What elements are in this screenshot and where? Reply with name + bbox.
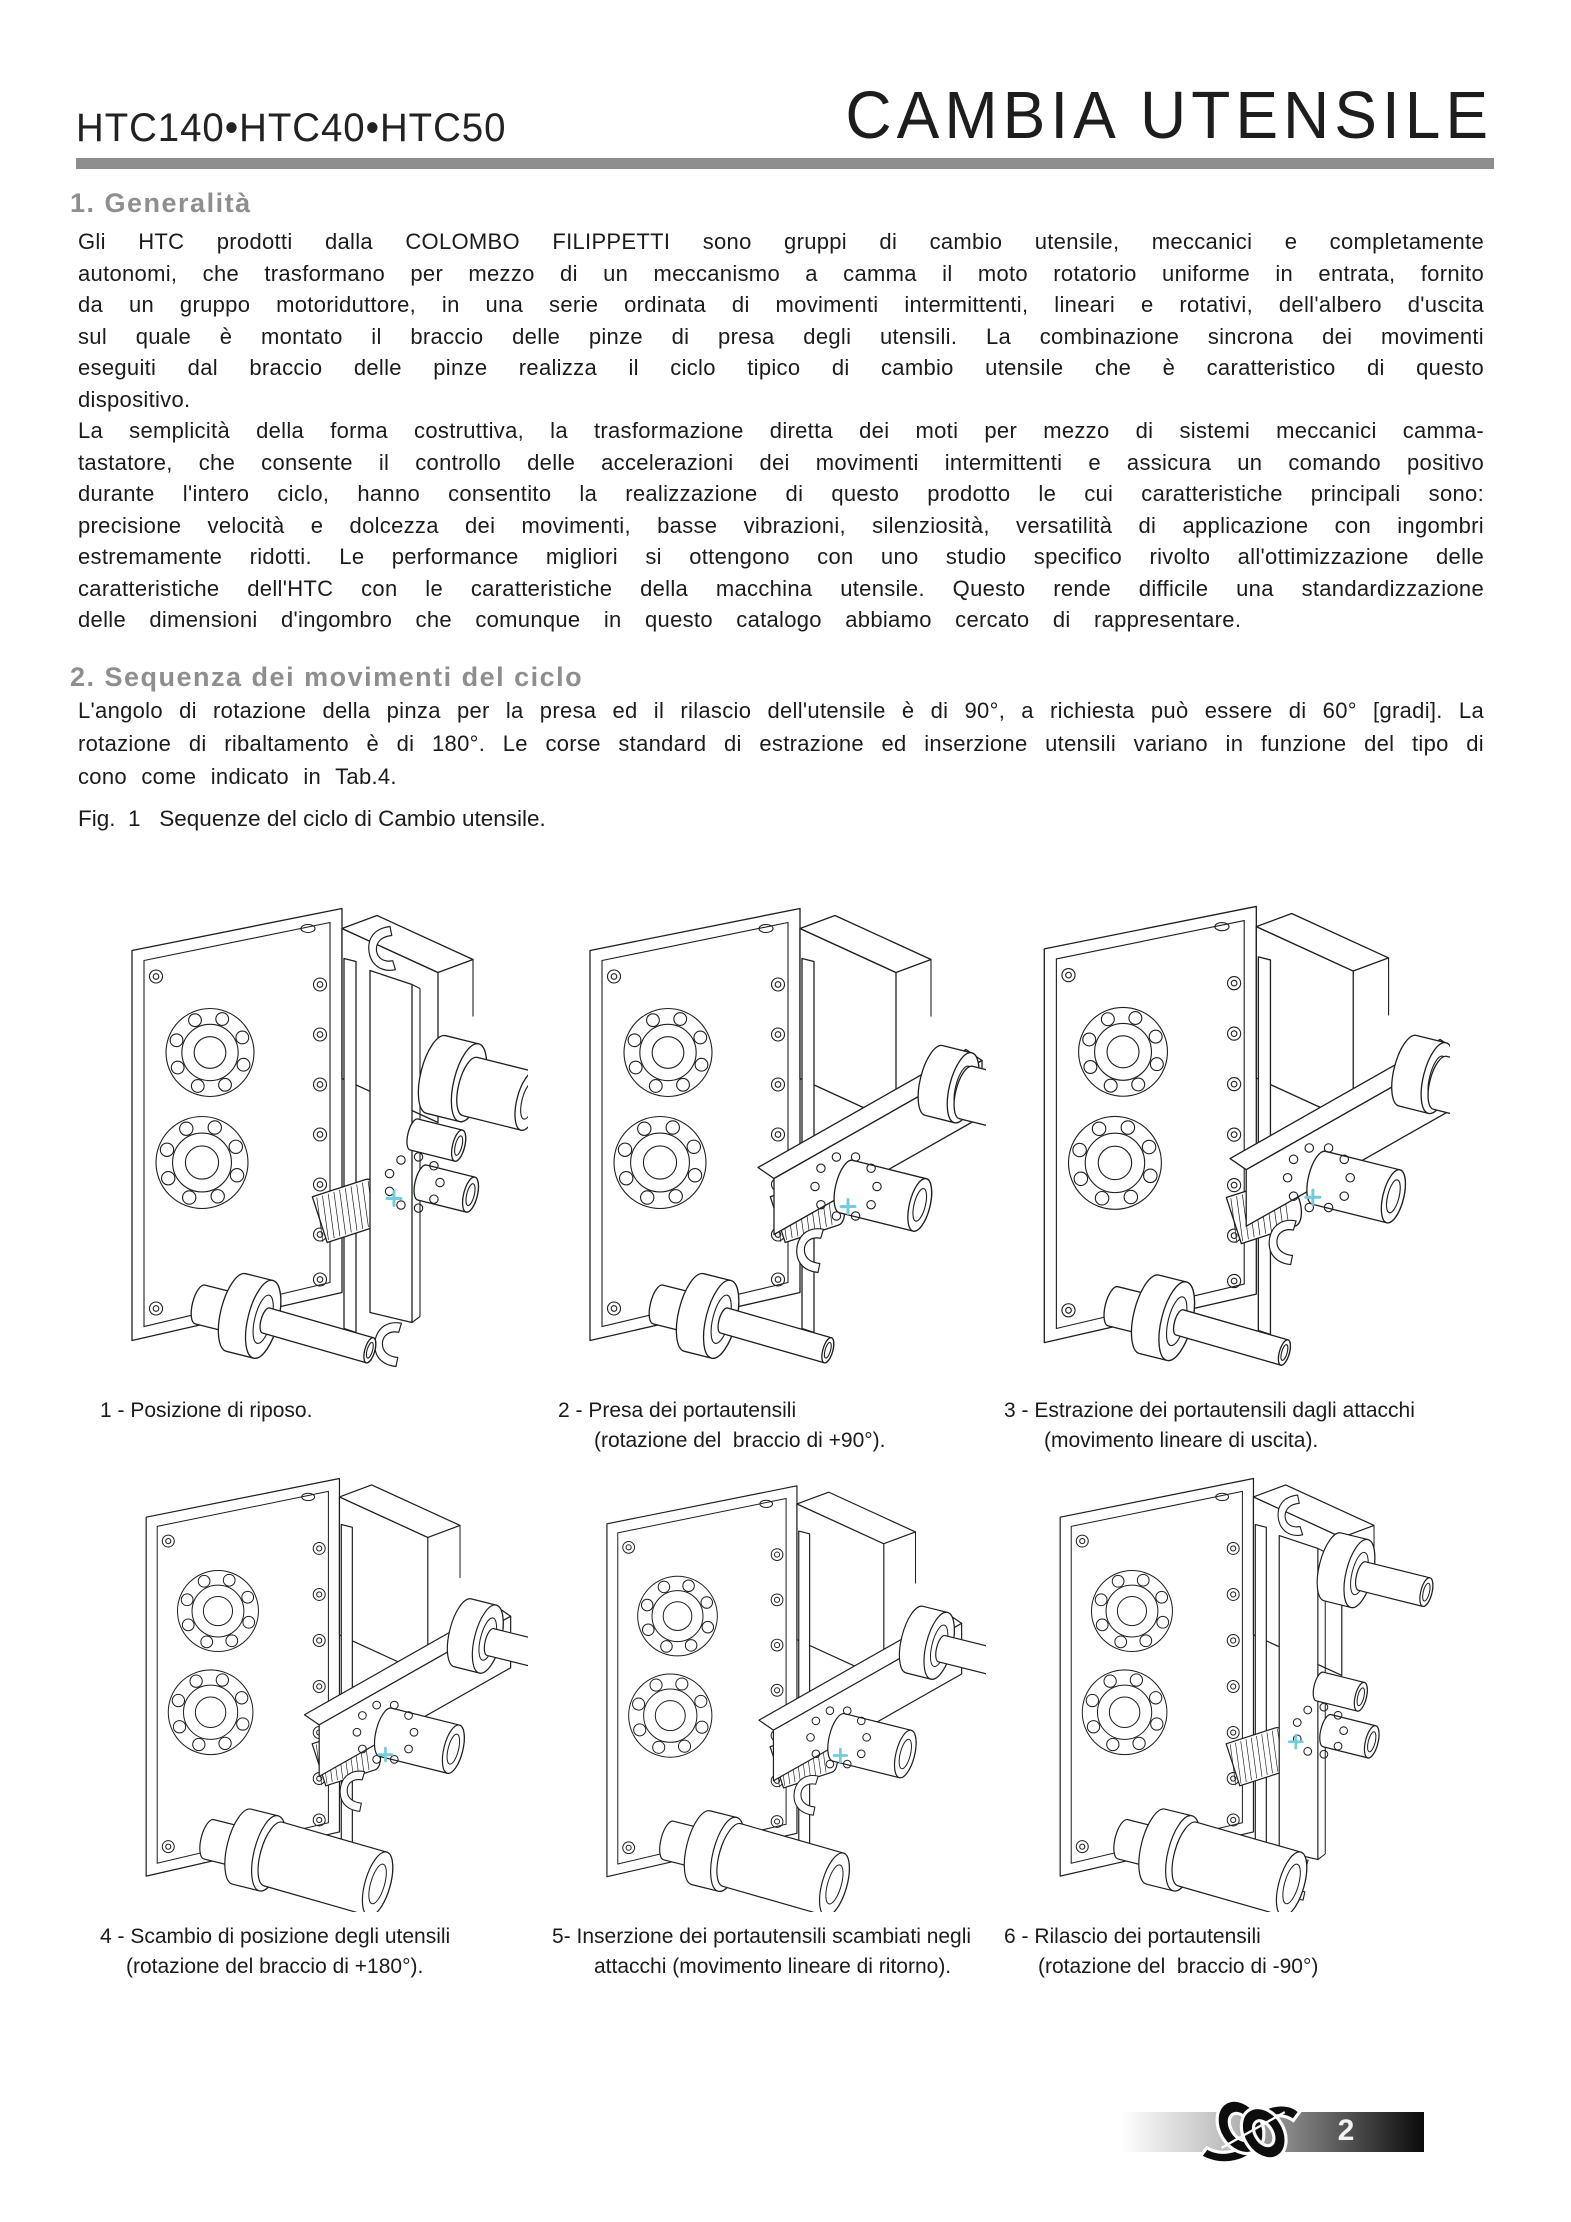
caption-line-1: 2 - Presa dei portautensili: [558, 1399, 797, 1422]
caption-line-2: (rotazione del braccio di +90°).: [594, 1429, 886, 1452]
page-number: 2: [1337, 2114, 1355, 2147]
figure-step-caption-4: [100, 1922, 450, 1982]
caption-line-1: 4 - Scambio di posizione degli utensili: [100, 1925, 451, 1948]
section-1-paragraph-2: La semplicità della forma costruttiva, la trasformazione diretta dei moti per mezzo di sistemi meccanici camma-tastatore, che consente il controllo delle accelerazioni dei movimenti intermittenti e assicura un comando positivo durante l'intero ciclo, hanno consentito la realizzazione di questo prodotto le cui caratteristiche principali sono: precisione velocità e dolcezza dei movimenti, basse vibrazioni, silenziosità, versatilità di applicazione con ingombri estremamente ridotti. Le performance migliori si ottengono con uno studio specifico rivolto all'ottimizzazione delle caratteristiche dell'HTC con le caratteristiche della macchina utensile. Questo rende difficile una standardizzazione delle dimensioni d'ingombro che comunque in questo catalogo abbiamo cercato di rappresentare.: [78, 418, 1484, 632]
caption-line-2: (rotazione del braccio di -90°): [1038, 1955, 1319, 1978]
figure-step-caption-1: [100, 1396, 312, 1426]
page-title: CAMBIA UTENSILE: [845, 77, 1493, 153]
figure-step-caption-5: [552, 1922, 971, 1982]
section-1-heading: 1. Generalità: [70, 188, 252, 218]
figure-step-caption-3: [1004, 1396, 1415, 1456]
figure-step-caption-2: [558, 1396, 885, 1456]
machine-drawing-step-2: [550, 862, 986, 1382]
caption-line-2: (rotazione del braccio di +180°).: [126, 1955, 424, 1978]
figure-1-caption: Fig. 1 Sequenze del ciclo di Cambio utensile.: [78, 806, 546, 831]
machine-drawing-step-3: [998, 862, 1450, 1382]
machine-drawing-step-1: [92, 862, 528, 1382]
caption-line-1: 3 - Estrazione dei portautensili dagli attacchi: [1004, 1399, 1415, 1422]
model-codes: HTC140•HTC40•HTC50: [76, 106, 507, 150]
caption-line-2: attacchi (movimento lineare di ritorno).: [594, 1955, 952, 1978]
caption-line-1: 5- Inserzione dei portautensili scambiati negli: [552, 1925, 972, 1948]
caption-line-1: 1 - Posizione di riposo.: [100, 1399, 313, 1422]
section-2-body: [78, 694, 1484, 793]
colombo-filippetti-logo: [1192, 2084, 1308, 2176]
caption-line-1: 6 - Rilascio dei portautensili: [1004, 1925, 1261, 1948]
section-2-heading: 2. Sequenza dei movimenti del ciclo: [70, 662, 584, 692]
figure-step-caption-6: [1004, 1922, 1318, 1982]
section-1-body: [78, 226, 1484, 636]
caption-line-2: (movimento lineare di uscita).: [1044, 1429, 1319, 1452]
section-1-paragraph-1: Gli HTC prodotti dalla COLOMBO FILIPPETTI sono gruppi di cambio utensile, meccanici e completamente autonomi, che trasformano per mezzo di un meccanismo a camma il moto rotatorio uniforme in entrata, fornito da un gruppo motoriduttore, in una serie ordinata di movimenti intermittenti, lineari e rotativi, dell'albero d'uscita sul quale è montato il braccio delle pinze di presa degli utensili. La combinazione sincrona dei movimenti eseguiti dal braccio delle pinze realizza il ciclo tipico di cambio utensile che è caratteristico di questo dispositivo.: [78, 229, 1484, 412]
header-divider: [76, 158, 1494, 169]
machine-drawing-step-6: [998, 1438, 1450, 1912]
machine-drawing-step-4: [92, 1438, 528, 1912]
machine-drawing-step-5: [550, 1446, 986, 1912]
section-2-paragraph-1: L'angolo di rotazione della pinza per la presa ed il rilascio dell'utensile è di 90°, a richiesta può essere di 60° [gradi]. La rotazione di ribaltamento è di 180°. Le corse standard di estrazione ed inserzione utensili variano in funzione del tipo di cono come indicato in Tab.4.: [78, 698, 1484, 789]
